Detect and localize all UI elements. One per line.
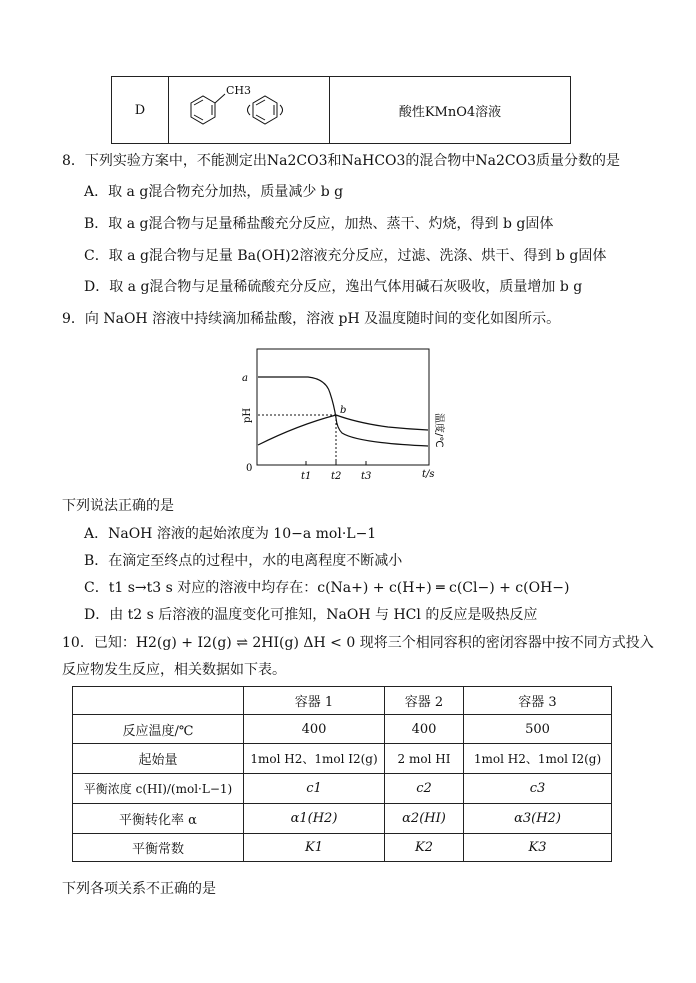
table-cell: α2(HI) [385,804,464,834]
q10-stem-line1: 10．已知：H2(g) + I2(g) ⇌ 2HI(g) ΔH < 0 现将三个相同容积的密闭容器中按不同方式投入 [62,635,654,651]
table-cell: α3(H2) [464,804,612,834]
tick-t3: t3 [361,471,372,482]
ph-temperature-graph [238,343,458,483]
table-cell: 1mol H2、1mol I2(g) [464,744,612,774]
y-left-label: pH [242,407,253,423]
table-cell: c2 [385,774,464,804]
temperature-curve [258,415,428,445]
q8-option-b: B．取 a g混合物与足量稀盐酸充分反应，加热、蒸干、灼烧，得到 b g固体 [84,216,554,232]
q10-data-table [72,686,612,862]
table-cell: K3 [464,834,612,862]
structure-cell [169,77,330,144]
x-axis-label: t/s [422,469,435,480]
q9-stem: 9．向 NaOH 溶液中持续滴加稀盐酸，溶液 pH 及温度随时间的变化如图所示。 [62,311,561,327]
header-cell: 容器 1 [244,687,385,715]
table-cell: 500 [464,715,612,744]
q8-stem: 8．下列实验方案中，不能测定出Na2CO3和NaHCO3的混合物中Na2CO3质量分数的是 [62,153,621,169]
reagent-cell: 酸性KMnO4溶液 [330,77,571,144]
table-cell: K2 [385,834,464,862]
header-cell [73,687,244,715]
table-cell: c1 [244,774,385,804]
table-cell: 2 mol HI [385,744,464,774]
table-cell: c3 [464,774,612,804]
header-cell: 容器 2 [385,687,464,715]
toluene-structure-icon [169,77,329,143]
point-a-label: a [242,373,248,384]
tick-t2: t2 [331,471,342,482]
table-cell: α1(H2) [244,804,385,834]
q8-option-d: D．取 a g混合物与足量稀硫酸充分反应，逸出气体用碱石灰吸收，质量增加 b g [84,279,583,295]
q10-lead: 下列各项关系不正确的是 [62,881,216,897]
table-cell: 400 [244,715,385,744]
y-right-label: 温度/℃ [433,413,444,448]
q9-option-c: C．t1 s→t3 s 对应的溶液中均存在：c(Na+) + c(H+) ═ c(Cl−) + c(OH−) [84,580,570,596]
table-cell: 平衡转化率 α [73,804,244,834]
q8-option-c: C．取 a g混合物与足量 Ba(OH)2溶液充分反应，过滤、洗涤、烘干、得到 b g固体 [84,248,607,264]
table-cell: 反应温度/℃ [73,715,244,744]
tick-t1: t1 [301,471,312,482]
table-cell: 1mol H2、1mol I2(g) [244,744,385,774]
q8-option-a: A．取 a g混合物充分加热，质量减少 b g [84,184,344,200]
table-cell: 平衡常数 [73,834,244,862]
table-cell: 起始量 [73,744,244,774]
ch3-label: CH3 [226,84,252,97]
table-cell: 平衡浓度 c(HI)/(mol·L−1) [73,774,244,804]
q9-option-d: D．由 t2 s 后溶液的温度变化可推知，NaOH 与 HCl 的反应是吸热反应 [84,607,538,623]
q10-stem-line2: 反应物发生反应，相关数据如下表。 [62,662,286,678]
table-cell: 400 [385,715,464,744]
q9-lead: 下列说法正确的是 [62,498,174,514]
point-b-label: b [340,405,347,416]
top-table [111,76,571,144]
top-row-letter: D [112,77,169,144]
origin-label: 0 [246,463,253,474]
q9-option-a: A．NaOH 溶液的起始浓度为 10−a mol·L−1 [84,526,377,542]
table-cell: K1 [244,834,385,862]
header-cell: 容器 3 [464,687,612,715]
q9-option-b: B．在滴定至终点的过程中，水的电离程度不断减小 [84,553,403,569]
